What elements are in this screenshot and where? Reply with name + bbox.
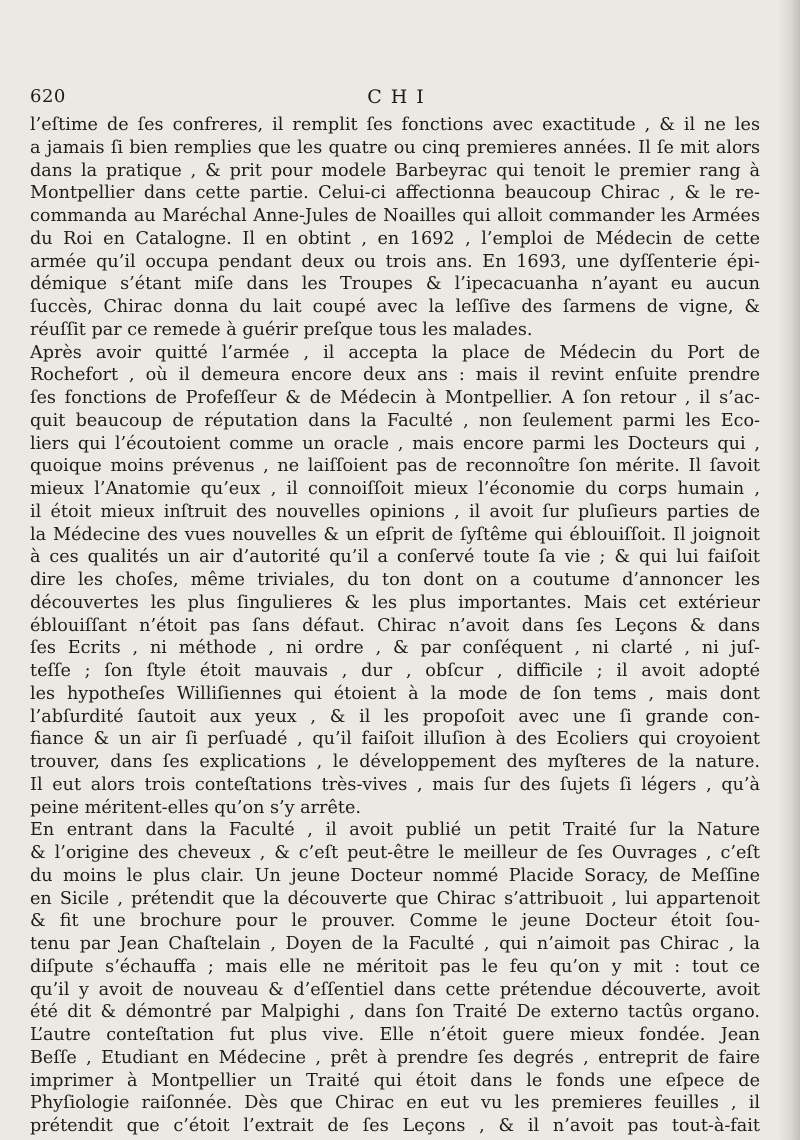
text-line: Beſſe , Etudiant en Médecine , prêt à prendre ſes degrés , entreprit de faire	[30, 1047, 760, 1068]
text-line: Rochefort , où il demeura encore deux ans : mais il revint enſuite prendre	[30, 365, 760, 386]
text-line: Après avoir quitté l’armée , il accepta la place de Médecin du Port de	[30, 342, 760, 363]
text-line: Il eut alors trois conteſtations très-vives , mais ſur des ſujets ſi légers , qu’à	[30, 774, 760, 795]
text-line: imprimer à Montpellier un Traité qui étoit dans le fonds une eſpece de	[30, 1070, 760, 1091]
text-line: armée qu’il occupa pendant deux ou trois ans. En 1693, une dyſſenterie épi-	[30, 251, 760, 272]
text-line: trouver, dans ſes explications , le développement des myſteres de la nature.	[30, 752, 760, 772]
text-line: dire les choſes, même triviales, du ton dont on a coutume d’annoncer les	[30, 570, 760, 590]
text-line: fiance & un air ſi perſuadé , qu’il faiſoit illuſion à des Ecoliers qui croyoient	[30, 729, 760, 750]
text-line: Montpellier dans cette partie. Celui-ci affectionna beaucoup Chirac , & le re-	[30, 183, 760, 204]
text-line: teſſe ; ſon ſtyle étoit mauvais , dur , obſcur , difficile ; il avoit adopté	[30, 661, 760, 681]
text-line: réuſſit par ce remede à guérir preſque tous les malades.	[30, 319, 533, 340]
text-line: été dit & démontré par Malpighi , dans ſon Traité De externo tactûs organo.	[30, 1002, 760, 1023]
text-line: ſes Ecrits , ni méthode , ni ordre , & par conſéquent , ni clarté , ni juſ-	[30, 638, 760, 659]
text-line: démique s’étant miſe dans les Troupes & l’ipecacuanha n’ayant eu aucun	[30, 274, 760, 295]
text-line: L’autre conteſtation fut plus vive. Elle n’étoit guere mieux fondée. Jean	[30, 1025, 760, 1045]
text-line: & fit une brochure pour le prouver. Comme le jeune Docteur étoit ſou-	[30, 911, 760, 932]
text-line: ſes fonctions de Profeſſeur & de Médecin à Montpellier. A ſon retour , il s’ac-	[30, 388, 760, 408]
text-line: découvertes les plus ſingulieres & les plus importantes. Mais cet extérieur	[30, 592, 760, 613]
body-text	[30, 114, 760, 1138]
text-line: a jamais ſi bien remplies que les quatre ou cinq premieres années. Il ſe mit alors	[30, 137, 760, 158]
text-line: la Médecine des vues nouvelles & un eſprit de ſyſtême qui éblouiſſoit. Il joignoit	[30, 524, 760, 545]
text-line: prétendit que c’étoit l’extrait de ſes Leçons , & il n’avoit pas tout-à-fait	[30, 1116, 760, 1136]
text-line: ſuccès, Chirac donna du lait coupé avec la leſſive des ſarmens de vigne, &	[30, 297, 760, 317]
running-head: CHI	[367, 86, 433, 108]
page-number: 620	[30, 86, 66, 107]
text-line: éblouiſſant n’étoit pas ſans défaut. Chirac n’avoit dans ſes Leçons & dans	[30, 615, 760, 636]
text-line: Phyſiologie raiſonnée. Dès que Chirac en eut vu les premieres feuilles , il	[30, 1093, 760, 1114]
text-line: l’eſtime de ſes confreres, il remplit ſes fonctions avec exactitude , & il ne les	[30, 115, 760, 135]
text-line: liers qui l’écoutoient comme un oracle , mais encore parmi les Docteurs qui ,	[30, 433, 760, 454]
text-line: qu’il y avoit de nouveau & d’eſſentiel dans cette prétendue découverte, avoit	[30, 979, 760, 1000]
text-line: diſpute s’échauffa ; mais elle ne méritoit pas le feu qu’on y mit : tout ce	[30, 956, 760, 977]
page-edge-shadow	[778, 0, 800, 1140]
text-line: du Roi en Catalogne. Il en obtint , en 1692 , l’emploi de Médecin de cette	[30, 228, 760, 249]
text-line: quit beaucoup de réputation dans la Faculté , non ſeulement parmi les Eco-	[30, 410, 760, 431]
text-line: quoique moins prévenus , ne laiſſoient pas de reconnoître ſon mérite. Il ſavoit	[30, 456, 760, 477]
text-line: En entrant dans la Faculté , il avoit publié un petit Traité ſur la Nature	[30, 820, 760, 841]
text-line: & l’origine des cheveux , & c’eſt peut-être le meilleur de ſes Ouvrages , c’eſt	[30, 843, 760, 863]
text-line: mieux l’Anatomie qu’eux , il connoiſſoit mieux l’économie du corps humain ,	[30, 479, 760, 499]
page-header	[30, 86, 770, 112]
text-line: commanda au Maréchal Anne-Jules de Noailles qui alloit commander les Armées	[30, 206, 760, 226]
text-line: peine méritent-elles qu’on s’y arrête.	[30, 797, 361, 818]
text-line: du moins le plus clair. Un jeune Docteur nommé Placide Soracy, de Meſſine	[30, 865, 760, 886]
text-line: l’abſurdité ſautoit aux yeux , & il les propoſoit avec une ſi grande con-	[30, 706, 760, 727]
text-line: dans la pratique , & prit pour modele Barbeyrac qui tenoit le premier rang à	[30, 160, 760, 181]
text-line: tenu par Jean Chaſtelain , Doyen de la Faculté , qui n’aimoit pas Chirac , la	[30, 934, 760, 954]
text-line: en Sicile , prétendit que la découverte que Chirac s’attribuoit , lui appartenoit	[30, 888, 760, 909]
text-line: les hypotheſes Williſiennes qui étoient à la mode de ſon tems , mais dont	[30, 683, 760, 704]
text-line: il étoit mieux inſtruit des nouvelles opinions , il avoit ſur pluſieurs parties de	[30, 501, 760, 522]
text-line: à ces qualités un air d’autorité qu’il a conſervé toute ſa vie ; & qui lui faiſoit	[30, 547, 760, 568]
